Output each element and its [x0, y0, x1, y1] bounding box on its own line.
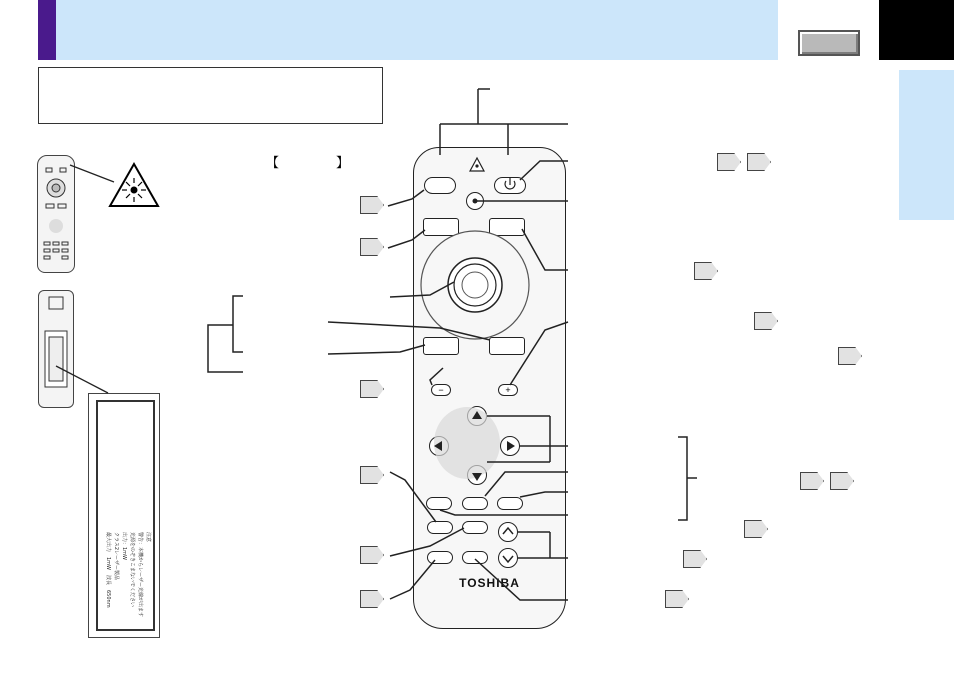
section-bracket-label: 【 】: [266, 155, 351, 170]
right-arrow-icon: [507, 441, 515, 451]
chevron-down-icon: [503, 556, 513, 562]
caution-label-line: 出力：1mW: [121, 532, 127, 560]
caution-label-line: 注意: [145, 532, 151, 543]
caution-label-line: クラス2レーザー製品: [113, 532, 119, 581]
remote-minus-button[interactable]: −: [431, 384, 451, 396]
chevron-up-icon: [503, 528, 513, 534]
power-icon: [505, 178, 515, 189]
remote-brand-logo: TOSHIBA: [459, 576, 520, 590]
caution-label-line: 光源をのぞきこまないでください: [129, 532, 135, 608]
laser-dot-icon: [473, 199, 478, 204]
remote-plus-button[interactable]: +: [498, 384, 518, 396]
caution-label-line: 警告：本機からレーザー光線が出ます: [137, 532, 143, 618]
remote-laser-emitter-icon: [470, 158, 484, 171]
laser-warning-icon: [110, 164, 158, 206]
caution-label-line: 最大出力 1mW 波長 650nm: [105, 532, 111, 608]
